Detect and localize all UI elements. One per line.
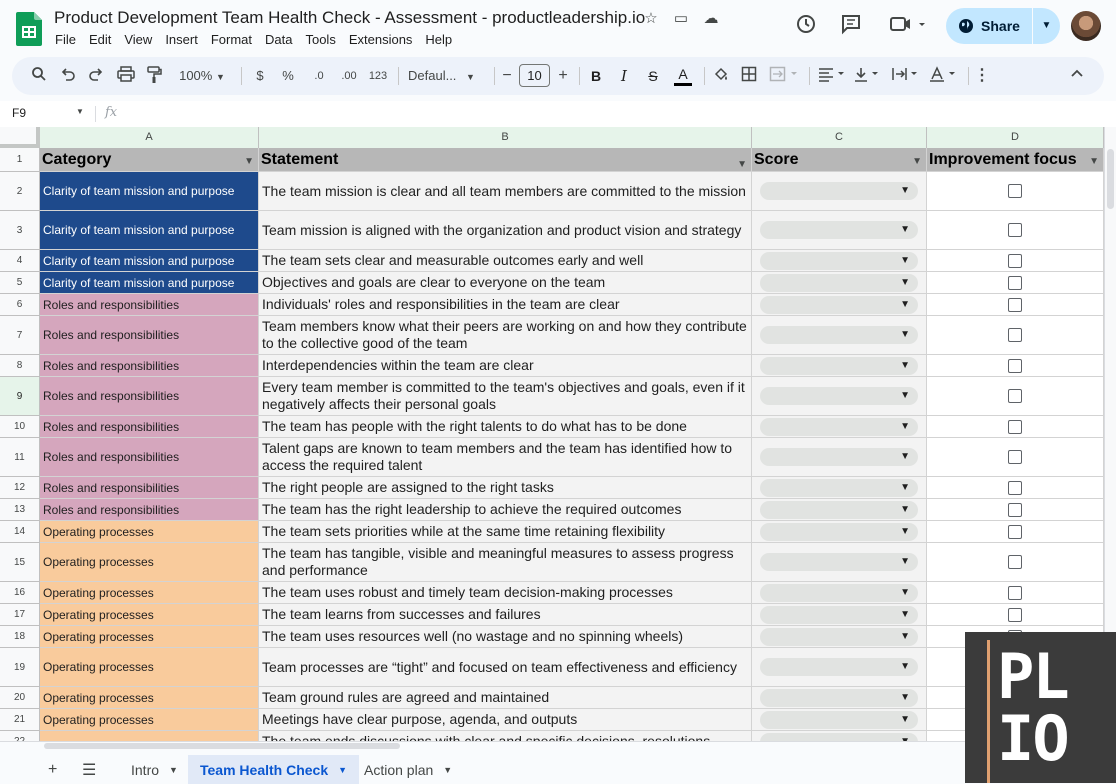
score-dropdown[interactable] [760,479,918,497]
category-cell[interactable]: Operating processes [40,709,259,731]
category-cell[interactable]: Roles and responsibilities [40,316,259,355]
row-header[interactable]: 3 [0,211,40,250]
statement-cell[interactable]: Team ground rules are agreed and maintained [259,687,752,709]
statement-cell[interactable]: The team uses resources well (no wastage and no spinning wheels) [259,626,752,648]
score-cell[interactable] [752,687,927,709]
filter-icon[interactable]: ▼ [244,156,254,167]
improvement-checkbox[interactable] [1008,254,1022,268]
table-row [0,709,1116,731]
row-header[interactable]: 21 [0,709,40,731]
category-cell[interactable]: Roles and responsibilities [40,477,259,499]
dropdown-caret-icon[interactable]: ▼ [900,481,910,493]
dropdown-caret-icon[interactable]: ▼ [900,586,910,598]
statement-header[interactable] [259,148,752,172]
horizontal-scroll-thumb[interactable] [44,743,400,749]
merge-cells-icon[interactable] [768,66,800,86]
font-family-value: Defaul... [408,68,457,83]
text-color-button[interactable]: A [674,66,692,86]
statement-cell[interactable]: Individuals' roles and responsibilities in the team are clear [259,294,752,316]
category-cell[interactable]: Roles and responsibilities [40,416,259,438]
score-dropdown[interactable] [760,221,918,239]
currency-format-button[interactable]: $ [256,68,264,83]
row-header[interactable]: 4 [0,250,40,272]
menu-tools[interactable]: Tools [305,32,336,47]
add-sheet-icon[interactable]: + [48,761,58,778]
row-header[interactable]: 2 [0,172,40,211]
tab-caret-icon[interactable]: ▼ [338,764,348,775]
toolbar-divider [704,67,705,85]
improvement-cell[interactable] [927,355,1104,377]
sheet-tab-label: Action plan [364,761,434,778]
comments-icon[interactable] [839,13,863,37]
table-row [0,687,1116,709]
column-header-c[interactable]: C [752,127,927,148]
improvement-header-label: Improvement focus [929,150,1077,168]
row-header[interactable]: 11 [0,438,40,477]
score-cell[interactable] [752,543,927,582]
category-header[interactable] [40,148,259,172]
cloud-status-icon[interactable]: ☁ [703,10,719,27]
category-cell[interactable]: Clarity of team mission and purpose [40,172,259,211]
row-header[interactable]: 5 [0,272,40,294]
dropdown-caret-icon[interactable]: ▼ [900,608,910,620]
statement-cell[interactable]: Meetings have clear purpose, agenda, and outputs [259,709,752,731]
star-icon[interactable]: ☆ [644,10,658,27]
improvement-cell[interactable] [927,521,1104,543]
dropdown-caret-icon[interactable]: ▼ [900,556,910,567]
paint-format-icon[interactable] [145,66,163,86]
statement-cell[interactable]: The team has the right leadership to achieve the required outcomes [259,499,752,521]
title-icons [640,9,722,29]
score-dropdown[interactable] [760,182,918,200]
dropdown-caret-icon[interactable]: ▼ [900,451,910,462]
improvement-checkbox[interactable] [1008,555,1022,569]
score-dropdown[interactable] [760,628,918,646]
borders-icon[interactable] [740,66,758,86]
decrease-decimal-button[interactable]: .0 [314,70,324,82]
improvement-cell[interactable] [927,377,1104,416]
sheet-tab-intro[interactable] [119,755,190,784]
category-cell[interactable]: Roles and responsibilities [40,294,259,316]
dropdown-caret-icon[interactable]: ▼ [900,630,910,642]
print-icon[interactable] [116,66,136,86]
sheet-tab-team-health-check[interactable] [188,755,359,784]
statement-cell[interactable]: The team has tangible, visible and meaningful measures to assess progress and performance [259,543,752,582]
toolbar-divider [241,67,242,85]
dropdown-caret-icon[interactable]: ▼ [900,503,910,515]
dropdown-caret-icon[interactable]: ▼ [900,298,910,310]
category-cell[interactable]: Operating processes [40,582,259,604]
menu-extensions[interactable]: Extensions [348,32,413,47]
statement-cell[interactable]: Team processes are “tight” and focused on team effectiveness and efficiency [259,648,752,687]
score-dropdown[interactable] [760,296,918,314]
statement-header-label: Statement [261,151,339,168]
title-bar [0,0,1116,56]
improvement-cell[interactable] [927,477,1104,499]
statement-cell[interactable]: Talent gaps are known to team members and the team has identified how to access the required talent [259,438,752,477]
menu-view[interactable]: View [124,32,153,47]
category-cell[interactable]: Clarity of team mission and purpose [40,250,259,272]
sheet-tab-label: Team Health Check [200,761,329,778]
score-dropdown[interactable] [760,326,918,344]
score-dropdown[interactable] [760,357,918,375]
watermark-line-1: PL [997,640,1068,713]
fill-color-icon[interactable] [712,66,730,86]
row-header[interactable]: 14 [0,521,40,543]
row-header[interactable]: 1 [0,148,40,172]
table-row [0,543,1116,582]
score-cell[interactable] [752,582,927,604]
score-cell[interactable] [752,438,927,477]
dropdown-caret-icon[interactable]: ▼ [900,420,910,432]
dropdown-caret-icon[interactable]: ▼ [900,224,910,235]
table-row [0,355,1116,377]
function-icon: fx [105,105,118,120]
table-row [0,272,1116,294]
statement-cell[interactable]: The team learns from successes and failures [259,604,752,626]
dropdown-caret-icon[interactable]: ▼ [900,359,910,371]
statement-cell[interactable]: Team members know what their peers are working on and how they contribute to the collective good of the team [259,316,752,355]
row-header[interactable]: 13 [0,499,40,521]
version-history-icon[interactable] [794,13,818,37]
category-cell[interactable]: Roles and responsibilities [40,499,259,521]
sheet-tab-bar [0,741,1116,783]
menu-file[interactable]: File [55,32,76,47]
table-row [0,626,1116,648]
score-cell[interactable] [752,604,927,626]
font-family-select[interactable] [408,66,488,86]
improvement-checkbox[interactable] [1008,525,1022,539]
name-box-caret-icon[interactable]: ▼ [76,107,84,116]
filter-icon[interactable]: ▼ [737,159,747,170]
more-options-icon[interactable]: ⋮ [974,67,990,84]
tab-caret-icon[interactable]: ▼ [169,764,178,775]
score-dropdown[interactable] [760,387,918,405]
category-cell[interactable]: Clarity of team mission and purpose [40,211,259,250]
text-rotation-icon[interactable] [928,66,960,86]
table-row [0,316,1116,355]
plio-watermark-logo [965,632,1116,783]
improvement-checkbox[interactable] [1008,503,1022,517]
toolbar-divider [809,67,810,85]
improvement-cell[interactable] [927,499,1104,521]
toolbar [12,57,1104,95]
undo-icon[interactable] [59,66,77,86]
sheet-tab-label: Intro [131,761,160,778]
row-header[interactable]: 8 [0,355,40,377]
improvement-checkbox[interactable] [1008,184,1022,198]
header-row [0,148,1116,172]
share-label: Share [981,18,1020,34]
toolbar-divider [494,67,495,85]
column-header-d[interactable]: D [927,127,1104,148]
statement-cell[interactable]: The team mission is clear and all team members are committed to the mission [259,172,752,211]
share-options-caret-icon[interactable]: ▼ [1041,20,1052,31]
improvement-header[interactable] [927,148,1104,172]
dropdown-caret-icon[interactable]: ▼ [900,713,910,725]
score-dropdown[interactable] [760,501,918,519]
column-header-b[interactable]: B [259,127,752,148]
column-headers [0,127,1116,148]
document-title[interactable]: Product Development Team Health Check - Assessment - productleadership.io [54,8,646,27]
statement-cell[interactable]: The team has people with the right talents to do what has to be done [259,416,752,438]
decrease-font-size-button[interactable]: − [502,67,512,84]
category-cell[interactable]: Operating processes [40,604,259,626]
vertical-scroll-thumb[interactable] [1107,149,1114,209]
score-cell[interactable] [752,272,927,294]
improvement-cell[interactable] [927,316,1104,355]
share-button[interactable] [946,8,1032,44]
table-row [0,604,1116,626]
score-dropdown[interactable] [760,252,918,270]
category-cell[interactable]: Roles and responsibilities [40,438,259,477]
row-header[interactable]: 19 [0,648,40,687]
font-caret-icon: ▼ [466,72,475,82]
select-all-corner[interactable] [0,127,40,148]
globe-icon [958,18,974,34]
category-cell[interactable]: Roles and responsibilities [40,377,259,416]
improvement-checkbox[interactable] [1008,481,1022,495]
dropdown-caret-icon[interactable]: ▼ [900,329,910,340]
score-dropdown[interactable] [760,689,918,707]
increase-font-size-button[interactable]: + [558,67,568,84]
font-size-input[interactable]: 10 [519,64,550,87]
improvement-cell[interactable] [927,294,1104,316]
menu-edit[interactable]: Edit [88,32,112,47]
table-row [0,499,1116,521]
all-sheets-icon[interactable]: ☰ [82,762,97,779]
score-cell[interactable] [752,377,927,416]
row-header[interactable]: 10 [0,416,40,438]
filter-icon[interactable]: ▼ [912,156,922,167]
text-wrapping-icon[interactable] [890,66,922,86]
google-sheets-logo-icon[interactable] [16,12,42,46]
table-row [0,438,1116,477]
more-formats-button[interactable]: 123 [368,70,388,82]
row-header[interactable]: 16 [0,582,40,604]
improvement-checkbox[interactable] [1008,298,1022,312]
improvement-cell[interactable] [927,416,1104,438]
category-cell[interactable]: Operating processes [40,543,259,582]
vertical-align-icon[interactable] [852,66,884,86]
improvement-checkbox[interactable] [1008,608,1022,622]
statement-cell[interactable]: Objectives and goals are clear to everyone on the team [259,272,752,294]
table-row [0,250,1116,272]
menu-format[interactable]: Format [210,32,252,47]
score-cell[interactable] [752,294,927,316]
score-dropdown[interactable] [760,523,918,541]
formula-divider [95,106,96,122]
statement-cell[interactable]: The team uses robust and timely team decision-making processes [259,582,752,604]
zoom-caret-icon: ▼ [215,72,225,82]
row-header[interactable]: 20 [0,687,40,709]
category-cell[interactable]: Operating processes [40,521,259,543]
share-button-group [946,8,1060,44]
watermark-line-2: IO [997,702,1068,775]
meet-video-icon[interactable] [888,13,928,37]
score-dropdown[interactable] [760,711,918,729]
italic-button[interactable]: I [621,67,627,85]
toolbar-divider [968,67,969,85]
dropdown-caret-icon[interactable]: ▼ [900,185,910,196]
filter-icon[interactable]: ▼ [1089,156,1099,167]
score-dropdown[interactable] [760,418,918,436]
increase-decimal-button[interactable]: .00 [341,70,357,82]
table-row [0,582,1116,604]
sheet-tab-action-plan[interactable] [352,755,464,784]
tab-caret-icon[interactable]: ▼ [443,764,453,775]
statement-cell[interactable]: The team sets clear and measurable outcomes early and well [259,250,752,272]
menu-bar [54,31,459,48]
score-cell[interactable] [752,211,927,250]
score-header[interactable] [752,148,927,172]
improvement-cell[interactable] [927,543,1104,582]
score-header-label: Score [754,150,799,168]
improvement-checkbox[interactable] [1008,223,1022,237]
score-cell[interactable] [752,477,927,499]
improvement-checkbox[interactable] [1008,276,1022,290]
zoom-value: 100% [179,68,213,83]
score-cell[interactable] [752,355,927,377]
menu-help[interactable]: Help [425,32,453,47]
score-cell[interactable] [752,521,927,543]
category-cell[interactable]: Clarity of team mission and purpose [40,272,259,294]
statement-cell[interactable]: The team sets priorities while at the same time retaining flexibility [259,521,752,543]
improvement-cell[interactable] [927,172,1104,211]
table-row [0,294,1116,316]
table-row [0,477,1116,499]
category-cell[interactable]: Operating processes [40,687,259,709]
score-dropdown[interactable] [760,274,918,292]
collapse-menus-icon[interactable] [1068,66,1086,86]
statement-cell[interactable]: Team mission is aligned with the organization and product vision and strategy [259,211,752,250]
category-cell[interactable]: Roles and responsibilities [40,355,259,377]
dropdown-caret-icon[interactable]: ▼ [900,661,910,672]
score-cell[interactable] [752,709,927,731]
horizontal-align-icon[interactable] [816,66,848,86]
improvement-cell[interactable] [927,211,1104,250]
improvement-checkbox[interactable] [1008,420,1022,434]
dropdown-caret-icon[interactable]: ▼ [900,525,910,537]
statement-cell[interactable]: Every team member is committed to the team's objectives and goals, even if it negatively affects their personal goals [259,377,752,416]
toolbar-divider [579,67,580,85]
improvement-cell[interactable] [927,582,1104,604]
improvement-cell[interactable] [927,604,1104,626]
score-cell[interactable] [752,416,927,438]
improvement-checkbox[interactable] [1008,359,1022,373]
column-header-a[interactable]: A [40,127,259,148]
score-dropdown[interactable] [760,658,918,676]
category-cell[interactable]: Operating processes [40,648,259,687]
table-row [0,172,1116,211]
score-cell[interactable] [752,316,927,355]
strikethrough-button[interactable]: S [648,68,658,84]
row-header[interactable]: 9 [0,377,40,416]
redo-icon[interactable] [87,66,105,86]
toolbar-divider [398,67,399,85]
improvement-cell[interactable] [927,438,1104,477]
statement-cell[interactable]: Interdependencies within the team are clear [259,355,752,377]
score-dropdown[interactable] [760,584,918,602]
improvement-checkbox[interactable] [1008,328,1022,342]
spreadsheet-grid [0,127,1116,741]
improvement-checkbox[interactable] [1008,586,1022,600]
statement-cell[interactable]: The right people are assigned to the right tasks [259,477,752,499]
improvement-checkbox[interactable] [1008,450,1022,464]
score-cell[interactable] [752,648,927,687]
table-row [0,211,1116,250]
menu-data[interactable]: Data [265,32,293,47]
row-header[interactable]: 17 [0,604,40,626]
name-box[interactable]: F9 [12,106,27,120]
row-header[interactable]: 7 [0,316,40,355]
search-menus-icon[interactable] [30,66,48,86]
zoom-select[interactable] [172,66,232,86]
table-row [0,521,1116,543]
user-avatar[interactable] [1071,11,1101,41]
score-cell[interactable] [752,250,927,272]
score-dropdown[interactable] [760,553,918,571]
move-folder-icon[interactable]: ▭ [673,10,689,27]
dropdown-caret-icon[interactable]: ▼ [900,691,910,703]
improvement-cell[interactable] [927,250,1104,272]
row-header[interactable]: 15 [0,543,40,582]
table-row [0,377,1116,416]
dropdown-caret-icon[interactable]: ▼ [900,254,910,266]
category-header-label: Category [42,150,112,168]
row-header[interactable]: 12 [0,477,40,499]
improvement-cell[interactable] [927,272,1104,294]
category-cell[interactable]: Operating processes [40,626,259,648]
menu-insert[interactable]: Insert [165,32,198,47]
score-cell[interactable] [752,172,927,211]
row-header[interactable]: 18 [0,626,40,648]
percent-format-button[interactable]: % [282,68,294,83]
formula-bar [0,101,1116,127]
score-cell[interactable] [752,499,927,521]
score-cell[interactable] [752,626,927,648]
table-row [0,416,1116,438]
row-header[interactable]: 6 [0,294,40,316]
dropdown-caret-icon[interactable]: ▼ [900,276,910,288]
watermark-accent-bar [987,640,990,783]
score-dropdown[interactable] [760,448,918,466]
improvement-checkbox[interactable] [1008,389,1022,403]
table-row [0,648,1116,687]
dropdown-caret-icon[interactable]: ▼ [900,390,910,401]
bold-button[interactable]: B [590,68,602,84]
score-dropdown[interactable] [760,606,918,624]
